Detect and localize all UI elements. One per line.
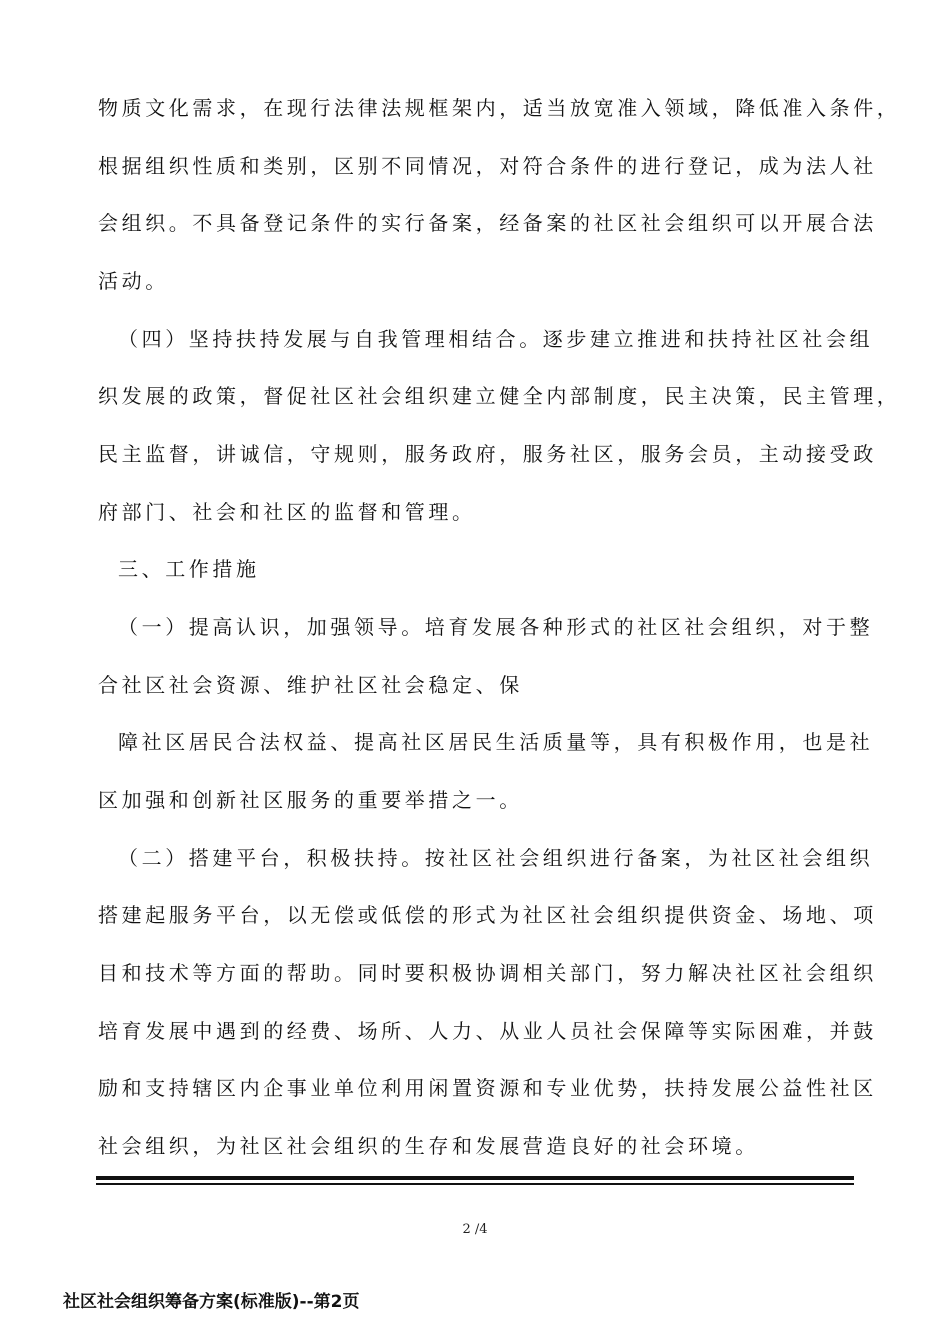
text-line: 府部门、社会和社区的监督和管理。	[98, 500, 476, 524]
text-line: 物质文化需求，在现行法律法规框架内，适当放宽准入领域，降低准入条件，	[98, 96, 901, 120]
text-line: （二）搭建平台，积极扶持。按社区社会组织进行备案，为社区社会组织	[118, 846, 874, 870]
text-line: 民主监督，讲诚信，守规则，服务政府，服务社区，服务会员，主动接受政	[98, 442, 877, 466]
text-line: 搭建起服务平台，以无偿或低偿的形式为社区社会组织提供资金、场地、项	[98, 903, 877, 927]
text-line: 会组织。不具备登记条件的实行备案，经备案的社区社会组织可以开展合法	[98, 211, 877, 235]
text-line: 区加强和创新社区服务的重要举措之一。	[98, 788, 523, 812]
text-line: 合社区社会资源、维护社区社会稳定、保	[98, 673, 523, 697]
document-caption: 社区社会组织筹备方案(标准版)--第2页	[63, 1292, 360, 1312]
text-line: 障社区居民合法权益、提高社区居民生活质量等，具有积极作用，也是社	[118, 730, 874, 754]
page-number: 2 /4	[462, 1222, 488, 1237]
text-line: （四）坚持扶持发展与自我管理相结合。逐步建立推进和扶持社区社会组	[118, 327, 874, 351]
text-line: 培育发展中遇到的经费、场所、人力、从业人员社会保障等实际困难，并鼓	[98, 1019, 877, 1043]
text-line: 根据组织性质和类别，区别不同情况，对符合条件的进行登记，成为法人社	[98, 154, 877, 178]
text-line: 织发展的政策，督促社区社会组织建立健全内部制度，民主决策，民主管理，	[98, 384, 901, 408]
text-line: （一）提高认识，加强领导。培育发展各种形式的社区社会组织，对于整	[118, 615, 874, 639]
footer-divider-thin	[96, 1183, 854, 1185]
footer-divider	[96, 1176, 854, 1180]
text-line: 社会组织，为社区社会组织的生存和发展营造良好的社会环境。	[98, 1134, 759, 1158]
text-line: 活动。	[98, 269, 169, 293]
section-heading: 三、工作措施	[118, 557, 260, 581]
text-line: 目和技术等方面的帮助。同时要积极协调相关部门，努力解决社区社会组织	[98, 961, 877, 985]
text-line: 励和支持辖区内企事业单位利用闲置资源和专业优势，扶持发展公益性社区	[98, 1076, 877, 1100]
